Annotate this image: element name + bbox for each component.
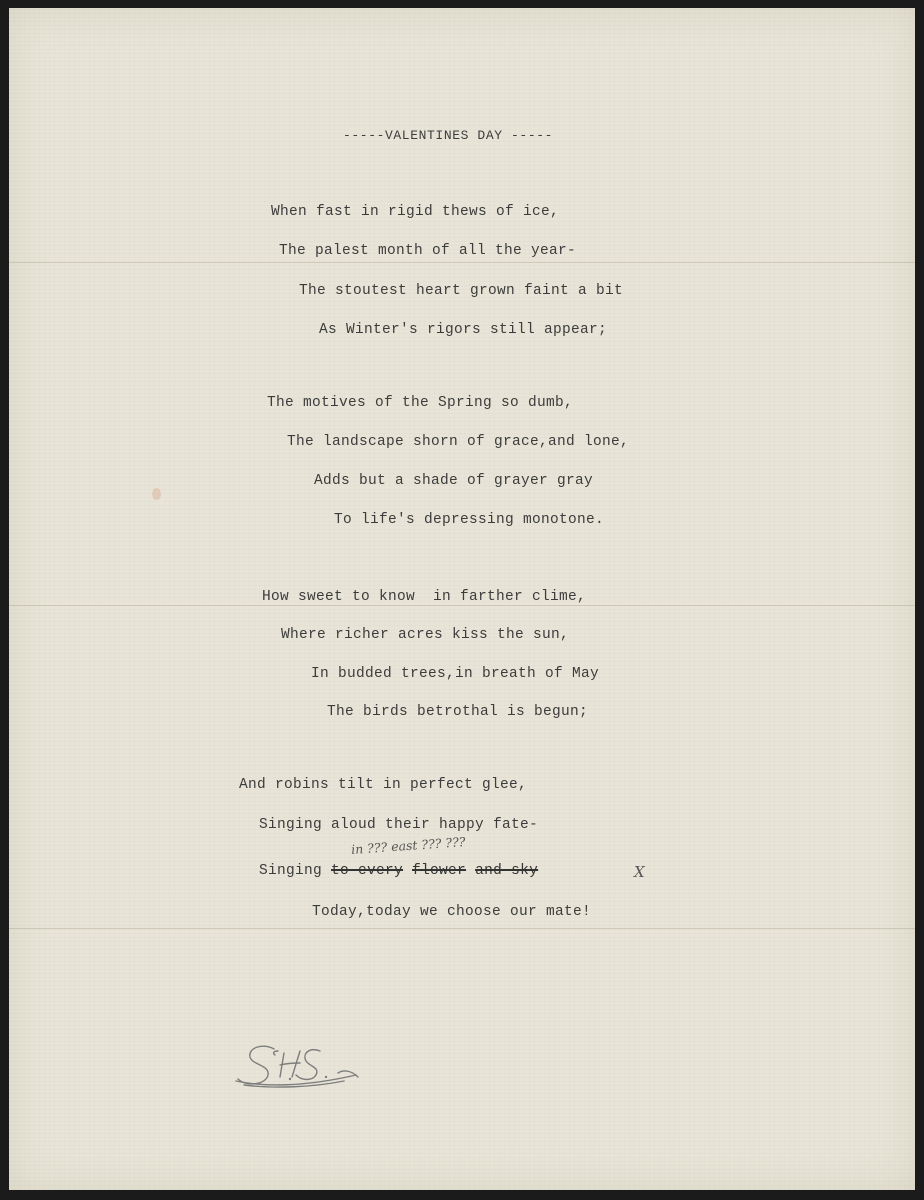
poem-line: The motives of the Spring so dumb, xyxy=(267,395,574,411)
poem-line: Adds but a shade of grayer gray xyxy=(314,473,594,489)
struck-text: and sky xyxy=(475,863,539,879)
fold-crease xyxy=(9,262,915,263)
poem-line: The landscape shorn of grace,and lone, xyxy=(287,434,630,450)
poem-line: To life's depressing monotone. xyxy=(334,512,605,528)
poem-line: The birds betrothal is begun; xyxy=(327,704,589,720)
typed-page xyxy=(9,8,915,1190)
poem-line: Today,today we choose our mate! xyxy=(312,904,592,920)
struck-text: to every xyxy=(331,863,404,879)
poem-line: As Winter's rigors still appear; xyxy=(319,322,608,338)
line-start: Singing xyxy=(259,863,332,879)
paper-stain xyxy=(152,488,161,500)
poem-line: In budded trees,in breath of May xyxy=(311,666,600,682)
insertion-mark: X xyxy=(634,863,645,881)
signature-initials xyxy=(234,1035,374,1095)
poem-title: -----VALENTINES DAY ----- xyxy=(343,128,554,143)
poem-line: The palest month of all the year- xyxy=(279,243,577,259)
handwritten-revision: in ??? east ??? ??? xyxy=(350,834,466,857)
poem-line: How sweet to know in farther clime, xyxy=(262,589,587,605)
fold-crease xyxy=(9,928,915,929)
struck-text: flower xyxy=(412,863,467,879)
poem-line: The stoutest heart grown faint a bit xyxy=(299,283,624,299)
fold-crease xyxy=(9,605,915,606)
revised-poem-line xyxy=(259,864,538,879)
poem-line: When fast in rigid thews of ice, xyxy=(271,204,560,220)
poem-line: And robins tilt in perfect glee, xyxy=(239,777,528,793)
poem-line: Singing aloud their happy fate- xyxy=(259,817,539,833)
poem-line: Where richer acres kiss the sun, xyxy=(281,627,570,643)
